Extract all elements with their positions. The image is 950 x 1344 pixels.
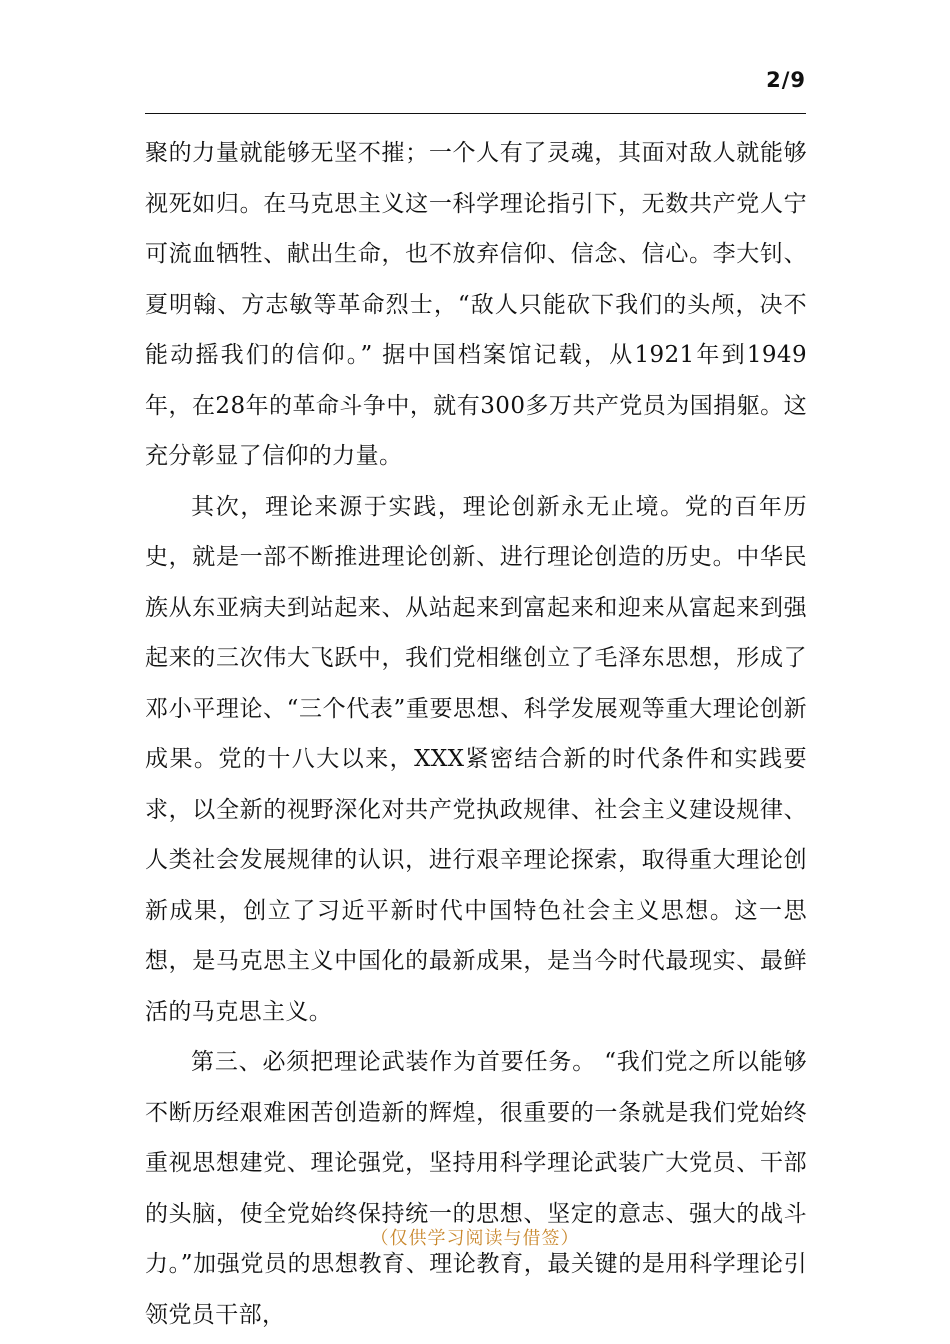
page-number: 2/9	[766, 68, 806, 92]
document-body	[145, 128, 807, 1340]
paragraph-second-point: 其次，理论来源于实践，理论创新永无止境。党的百年历史，就是一部不断推进理论创新、进行理论创造的历史。中华民族从东亚病夫到站起来、从站起来到富起来和迎来从富起来到强起来的三次伟大飞跃中，我们党相继创立了毛泽东思想，形成了邓小平理论、“三个代表”重要思想、科学发展观等重大理论创新成果。党的十八大以来，XXX紧密结合新的时代条件和实践要求，以全新的视野深化对共产党执政规律、社会主义建设规律、人类社会发展规律的认识，进行艰辛理论探索，取得重大理论创新成果，创立了习近平新时代中国特色社会主义思想。这一思想，是马克思主义中国化的最新成果，是当今时代最现实、最鲜活的马克思主义。	[145, 493, 807, 1025]
paragraph-third-point: 第三、必须把理论武装作为首要任务。 “我们党之所以能够不断历经艰难困苦创造新的辉煌，很重要的一条就是我们党始终重视思想建党、理论强党，坚持用科学理论武装广大党员、干部的头脑，使全党始终保持统一的思想、坚定的意志、强大的战斗力。”加强党员的思想教育、理论教育，最关键的是用科学理论引领党员干部，	[145, 1049, 807, 1328]
footer-note: （仅供学习阅读与借签）	[370, 1228, 580, 1249]
paragraph-continued: 聚的力量就能够无坚不摧；一个人有了灵魂，其面对敌人就能够视死如归。在马克思主义这一科学理论指引下，无数共产党人宁可流血牺牲、献出生命，也不放弃信仰、信念、信心。李大钊、夏明翰、方志敏等革命烈士，“敌人只能砍下我们的头颅，决不能动摇我们的信仰。” 据中国档案馆记载，从1921年到1949年，在28年的革命斗争中，就有300多万共产党员为国捐躯。这充分彰显了信仰的力量。	[145, 140, 807, 469]
header-divider	[145, 113, 806, 114]
